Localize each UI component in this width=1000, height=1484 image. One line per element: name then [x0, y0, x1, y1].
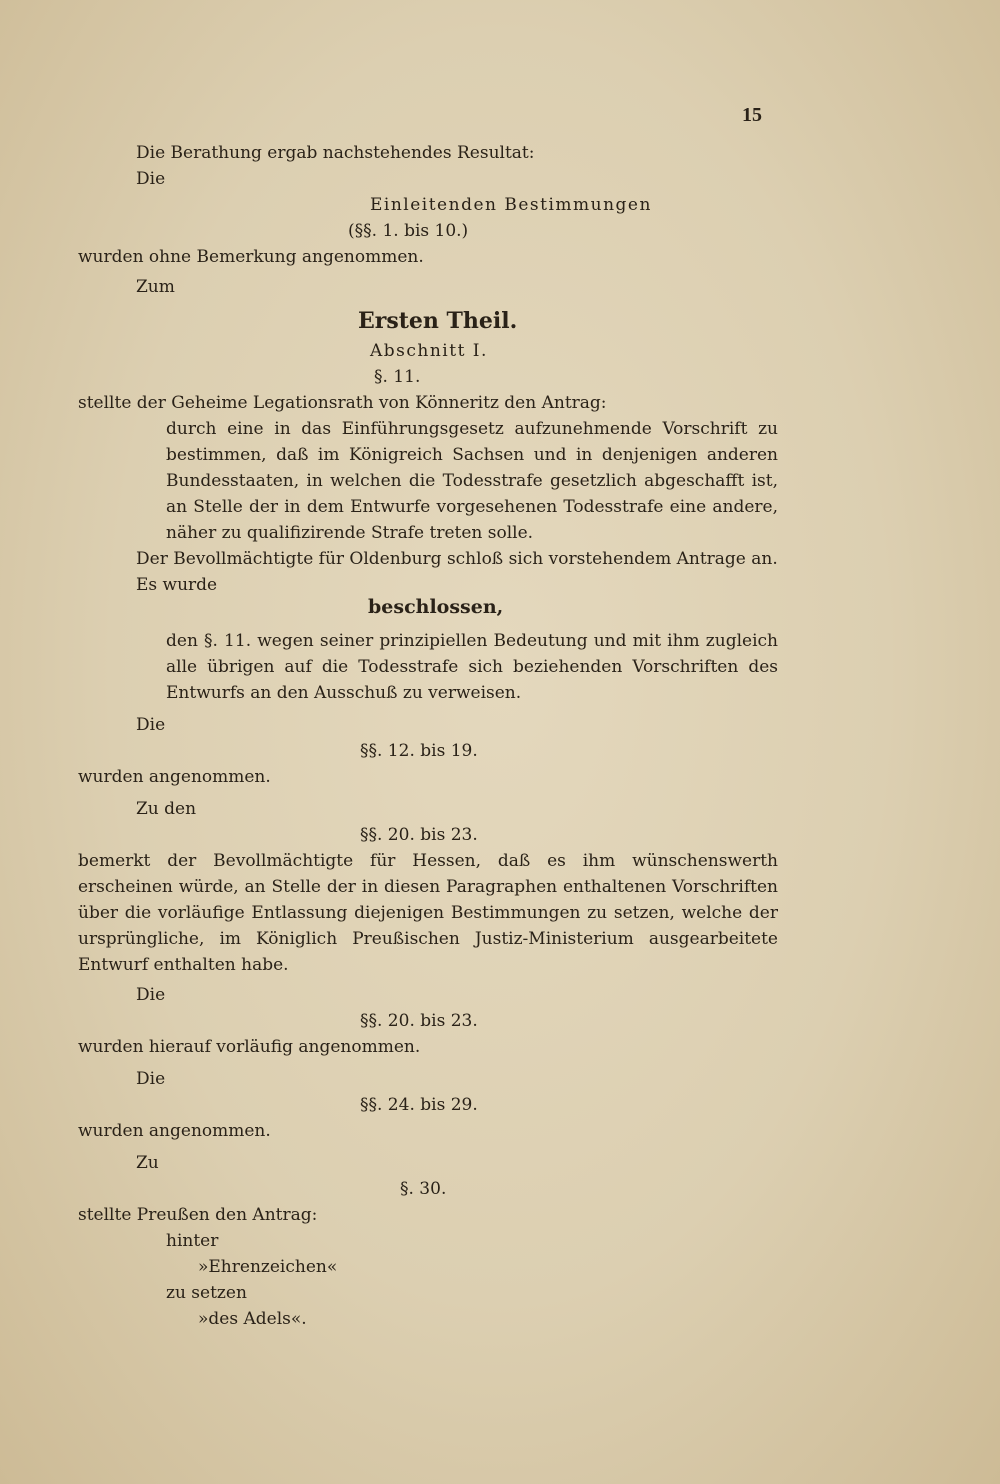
- paragraph-range: §§. 20. bis 23.: [360, 1011, 478, 1031]
- resolution-paragraph: den §. 11. wegen seiner prinzipiellen Bedeutung und mit ihm zugleich alle übrigen auf die Todesstrafe sich beziehenden Vorschriften des Entwurfs an den Ausschuß zu verweisen.: [166, 631, 778, 703]
- paragraph-number: §. 30.: [400, 1179, 447, 1199]
- document-body: [78, 140, 778, 1332]
- chapter-heading: Abschnitt I.: [370, 341, 488, 361]
- text-line: Die: [136, 169, 166, 189]
- text-line: »des Adels«.: [198, 1309, 307, 1329]
- section-range: (§§. 1. bis 10.): [348, 221, 469, 241]
- text-line: stellte Preußen den Antrag:: [78, 1205, 318, 1225]
- page-number: 15: [742, 104, 762, 126]
- text-line: wurden angenommen.: [78, 1121, 271, 1141]
- text-line: Die: [136, 985, 166, 1005]
- section-heading: Einleitenden Bestimmungen: [370, 195, 652, 215]
- text-line: wurden angenommen.: [78, 767, 271, 787]
- paragraph-number: §. 11.: [374, 367, 421, 387]
- paragraph-range: §§. 24. bis 29.: [360, 1095, 478, 1115]
- text-line: wurden ohne Bemerkung angenommen.: [78, 247, 424, 267]
- motion-paragraph: durch eine in das Einführungsgesetz aufzunehmende Vorschrift zu bestimmen, daß im Königreich Sachsen und in denjenigen anderen Bundesstaaten, in welchen die Todesstrafe gesetzlich abgeschafft ist, an Stelle der in dem Entwurfe vorgesehenen Todesstrafe eine andere, näher zu qualifizirende Strafe treten solle.: [166, 419, 778, 543]
- text-line: Zum: [136, 277, 175, 297]
- text-line: Die: [136, 1069, 166, 1089]
- text-line: Es wurde: [136, 575, 218, 595]
- resolution-heading: beschlossen,: [368, 596, 504, 618]
- text-line: Die: [136, 715, 166, 735]
- paragraph-range: §§. 20. bis 23.: [360, 825, 478, 845]
- paragraph-range: §§. 12. bis 19.: [360, 741, 478, 761]
- text-line: stellte der Geheime Legationsrath von Könneritz den Antrag:: [78, 393, 607, 413]
- part-heading: Ersten Theil.: [358, 308, 518, 334]
- remark-paragraph: bemerkt der Bevollmächtigte für Hessen, daß es ihm wünschenswerth erscheinen würde, an Stelle der in diesen Paragraphen enthaltenen Vorschriften über die vorläufige Entlassung diejenigen Bestimmungen zu setzen, welche der ursprüngliche, im Königlich Preußischen Justiz-Ministerium ausgearbeitete Entwurf enthalten habe.: [78, 851, 778, 975]
- text-line: Der Bevollmächtigte für Oldenburg schloß sich vorstehendem Antrage an.: [136, 549, 778, 569]
- text-line: zu setzen: [166, 1283, 247, 1303]
- text-line: hinter: [166, 1231, 219, 1251]
- text-line: wurden hierauf vorläufig angenommen.: [78, 1037, 421, 1057]
- text-line: Die Berathung ergab nachstehendes Resultat:: [136, 143, 535, 163]
- text-line: Zu den: [136, 799, 197, 819]
- text-line: Zu: [136, 1153, 159, 1173]
- text-line: »Ehrenzeichen«: [198, 1257, 338, 1277]
